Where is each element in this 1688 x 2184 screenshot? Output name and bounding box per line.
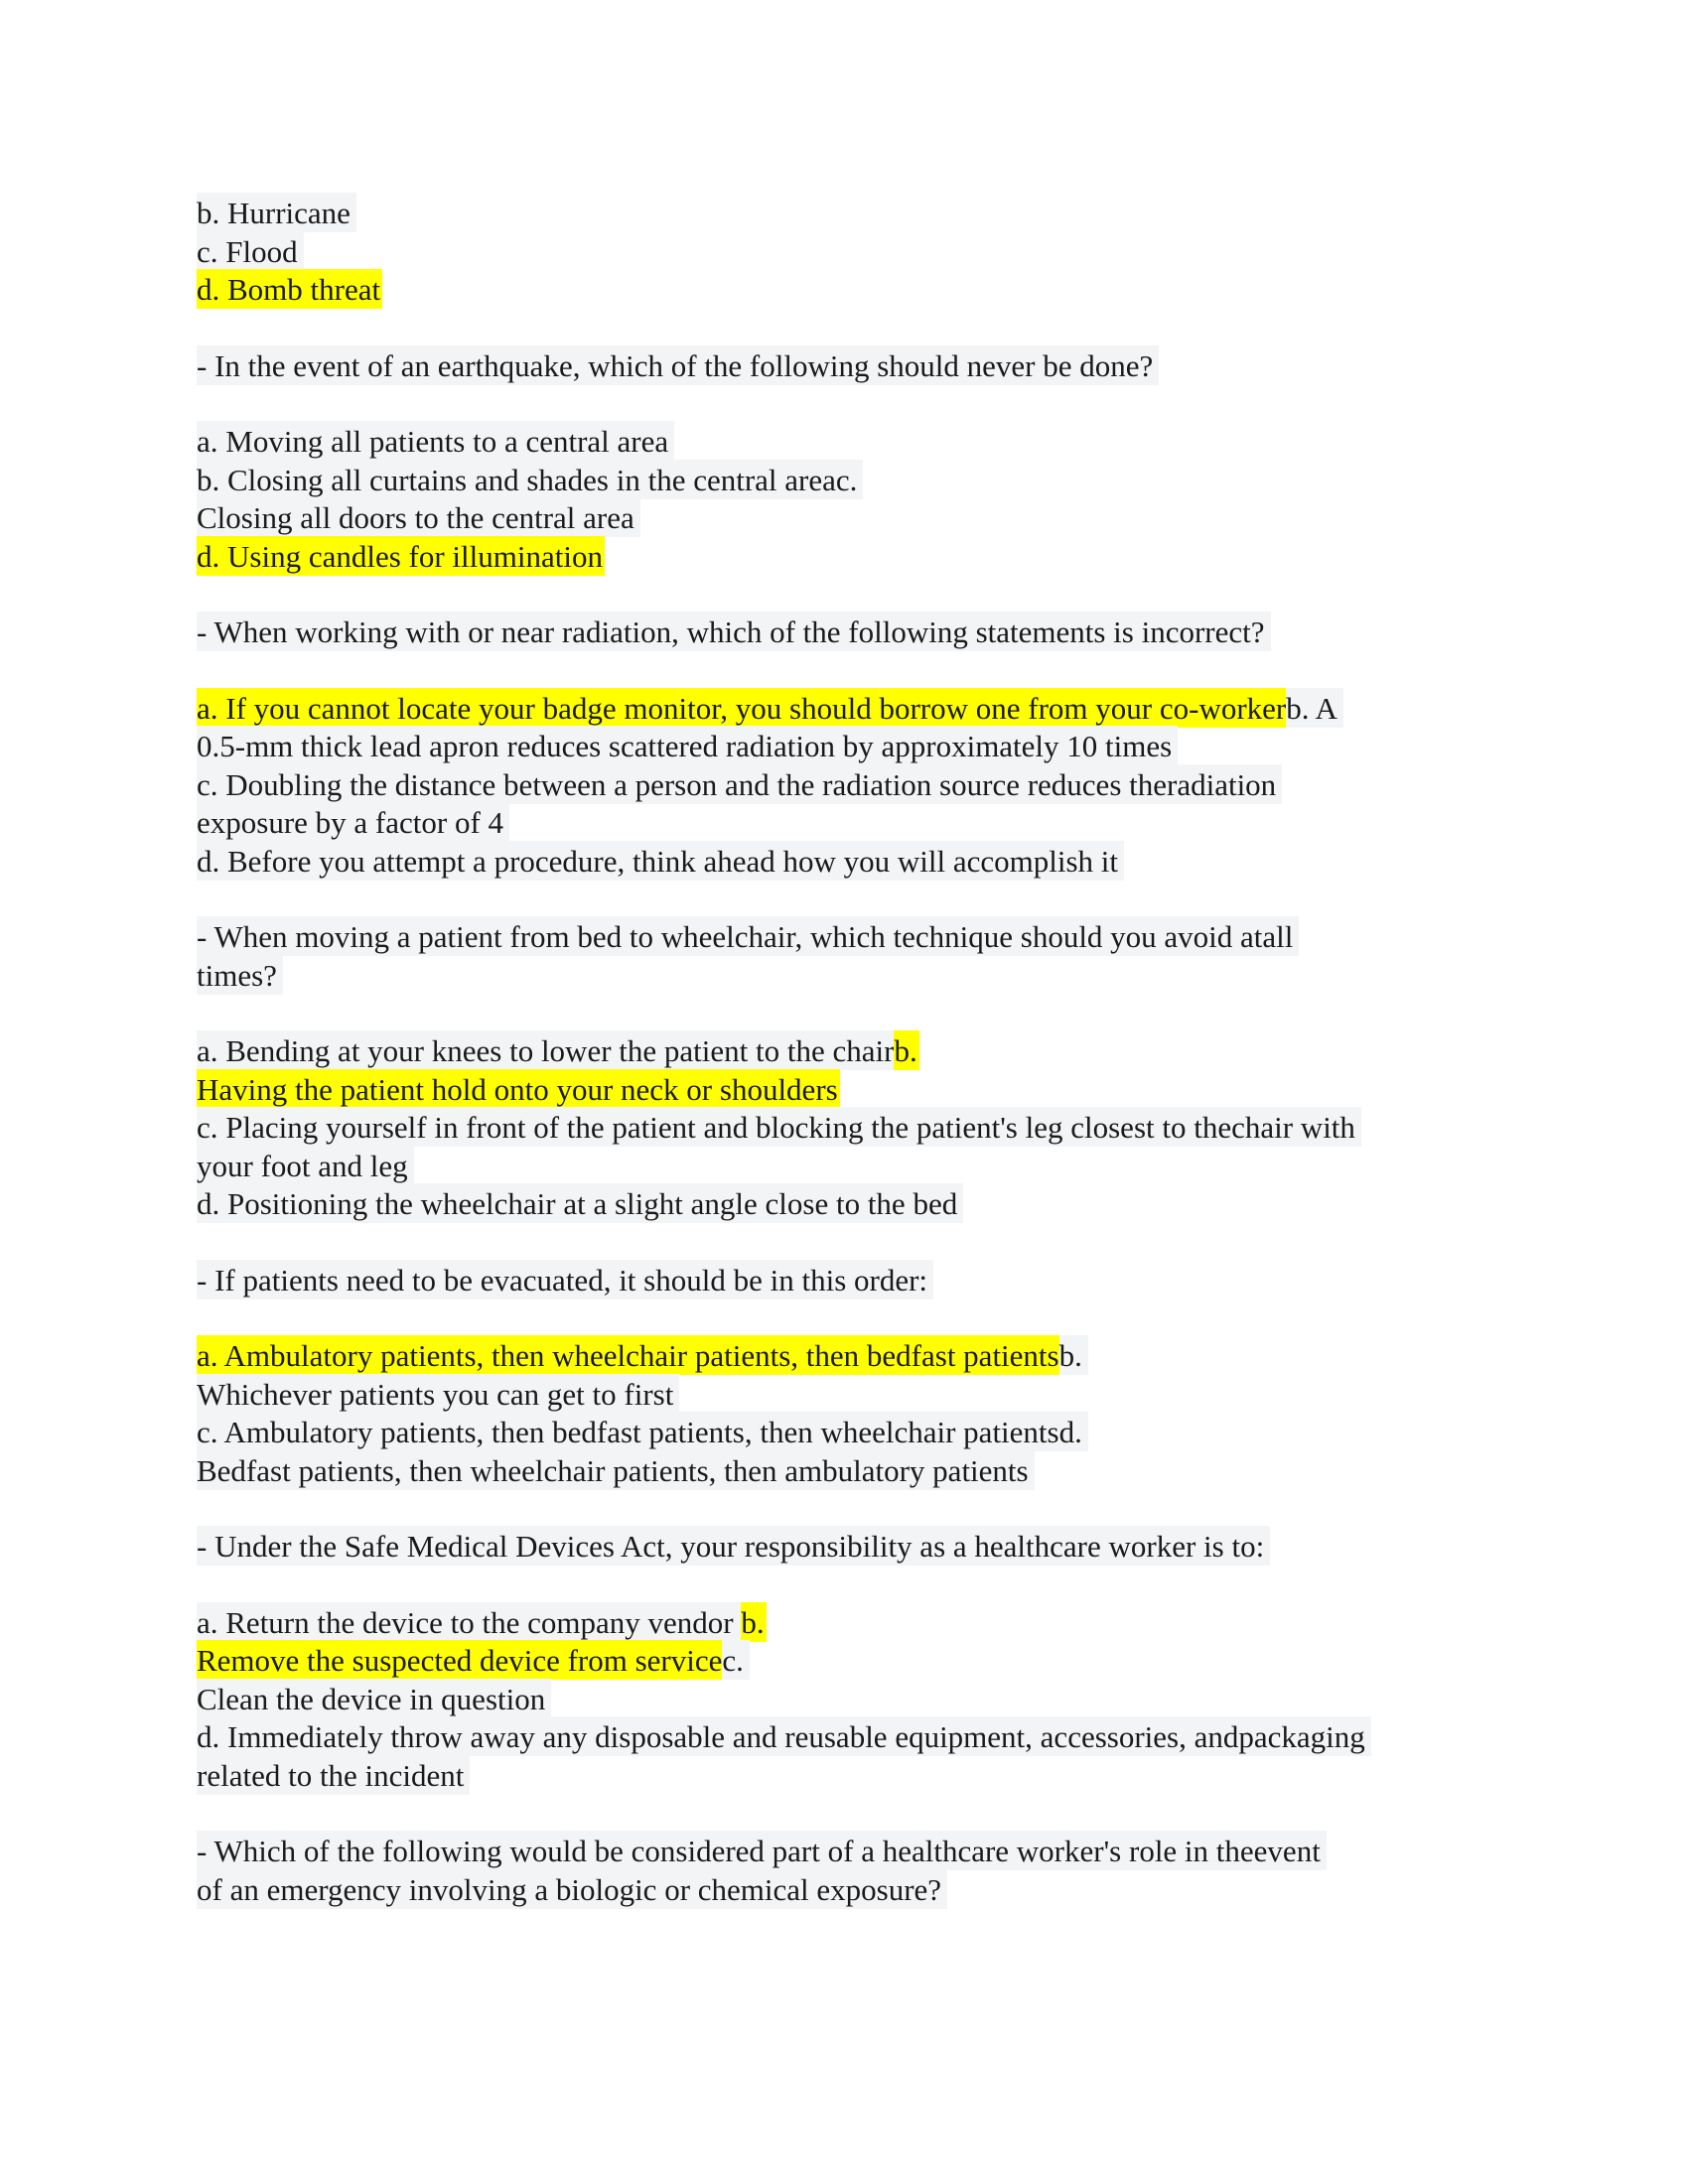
- q2-option-c-cont: exposure by a factor of 4: [197, 802, 509, 842]
- q2-option-b-start: b. A: [1286, 688, 1343, 728]
- q2-option-a-answer: a. If you cannot locate your badge monitor, you should borrow one from your co-worker: [197, 688, 1286, 728]
- q4-option-d-cont: Bedfast patients, then wheelchair patients, then ambulatory patients: [197, 1450, 1035, 1490]
- q0-option-d-answer: d. Bomb threat: [197, 269, 382, 309]
- q0-option-c: c. Flood: [197, 231, 304, 271]
- q1-option-a: a. Moving all patients to a central area: [197, 421, 674, 461]
- q3-option-c-cont: your foot and leg: [197, 1146, 414, 1185]
- q1-question: - In the event of an earthquake, which of the following should never be done?: [197, 345, 1159, 385]
- q5-option-c-start: c.: [722, 1640, 750, 1680]
- q4-option-c: c. Ambulatory patients, then bedfast patients, then wheelchair patientsd.: [197, 1412, 1088, 1451]
- q5-option-c-cont: Clean the device in question: [197, 1679, 551, 1718]
- q2-option-d: d. Before you attempt a procedure, think ahead how you will accomplish it: [197, 841, 1124, 881]
- q2-option-c: c. Doubling the distance between a person and the radiation source reduces theradiation: [197, 764, 1282, 804]
- q3-question-cont: times?: [197, 955, 283, 995]
- q5-option-a: a. Return the device to the company vendor: [197, 1602, 741, 1642]
- q3-option-b-answer: Having the patient hold onto your neck or shoulders: [197, 1069, 840, 1109]
- q0-option-b: b. Hurricane: [197, 193, 356, 232]
- q4-option-b-start: b.: [1059, 1335, 1088, 1375]
- document-page: [197, 195, 1507, 1909]
- q5-option-d: d. Immediately throw away any disposable and reusable equipment, accessories, andpackaging: [197, 1716, 1371, 1756]
- q5-option-d-cont: related to the incident: [197, 1755, 470, 1795]
- q5-option-b-answer: Remove the suspected device from service: [197, 1640, 722, 1680]
- q2-option-b-cont: 0.5-mm thick lead apron reduces scattered radiation by approximately 10 times: [197, 726, 1178, 765]
- q4-question: - If patients need to be evacuated, it should be in this order:: [197, 1260, 933, 1299]
- q4-option-a-answer: a. Ambulatory patients, then wheelchair patients, then bedfast patients: [197, 1335, 1059, 1375]
- q3-option-b-start-answer: b.: [894, 1030, 918, 1070]
- q3-question: - When moving a patient from bed to wheelchair, which technique should you avoid atall: [197, 916, 1299, 956]
- q1-option-b: b. Closing all curtains and shades in the central areac.: [197, 460, 863, 499]
- q4-option-b-cont: Whichever patients you can get to first: [197, 1374, 679, 1414]
- q5-question: - Under the Safe Medical Devices Act, your responsibility as a healthcare worker is to:: [197, 1526, 1270, 1566]
- q3-option-a: a. Bending at your knees to lower the patient to the chair: [197, 1030, 894, 1070]
- q3-option-d: d. Positioning the wheelchair at a slight angle close to the bed: [197, 1183, 963, 1223]
- q1-option-d-answer: d. Using candles for illumination: [197, 536, 605, 576]
- q5-option-b-start-answer: b.: [741, 1602, 766, 1642]
- q2-question: - When working with or near radiation, which of the following statements is incorrect?: [197, 612, 1271, 651]
- q1-option-c: Closing all doors to the central area: [197, 497, 640, 537]
- q6-question: - Which of the following would be considered part of a healthcare worker's role in theevent: [197, 1831, 1327, 1870]
- q3-option-c: c. Placing yourself in front of the patient and blocking the patient's leg closest to thechair with: [197, 1107, 1361, 1147]
- q6-question-cont: of an emergency involving a biologic or chemical exposure?: [197, 1869, 947, 1909]
